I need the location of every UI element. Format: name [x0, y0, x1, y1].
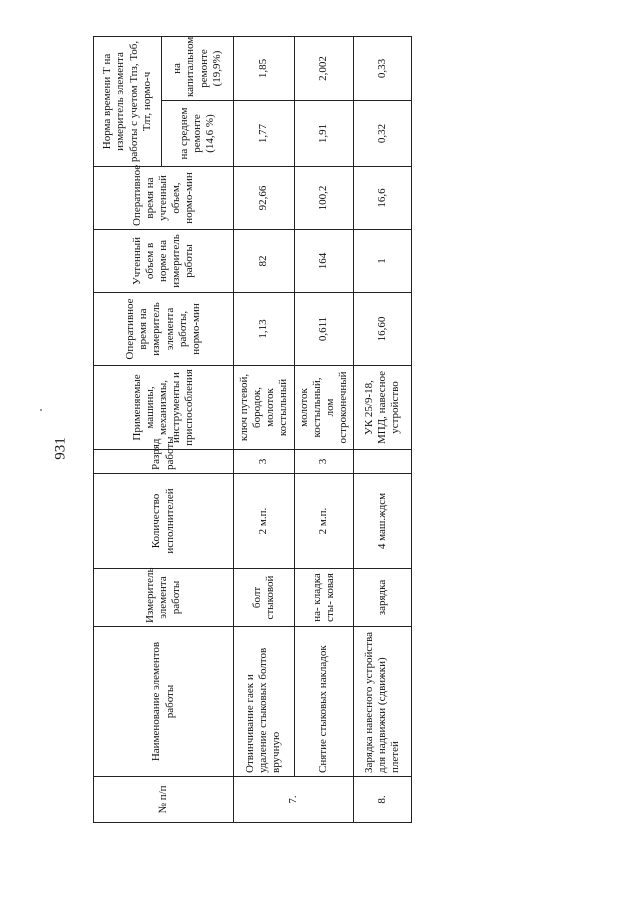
cell-norm-avg: 1,77	[234, 101, 295, 167]
rotated-table-frame	[93, 36, 412, 823]
cell-norm-avg: 0,32	[354, 101, 412, 167]
cell-grade: 3	[294, 450, 354, 474]
cell-norm-avg: 1,91	[294, 101, 354, 167]
col-header-workers: Количество исполнителей	[94, 474, 234, 569]
cell-tools: УК 25/9-18, МПД, навесное устройство	[354, 366, 412, 450]
cell-op-time: 0,611	[294, 293, 354, 366]
cell-workers: 2 м.п.	[234, 474, 295, 569]
cell-op-time: 16,60	[354, 293, 412, 366]
cell-name: Снятие стыковых накладок	[294, 627, 354, 777]
col-header-tools: Применяемые машины, механизмы, инструменты и приспособления	[94, 366, 234, 450]
cell-grade	[354, 450, 412, 474]
col-header-grade: Разряд работы	[94, 450, 234, 474]
cell-tools: молоток костыльный, лом остроконечный	[294, 366, 354, 450]
cell-norm-cap: 2,002	[294, 37, 354, 101]
cell-workers: 4 маш.ждсм	[354, 474, 412, 569]
table-header-row	[94, 37, 162, 823]
cell-tools: ключ путевой, бородок, молоток костыльный	[234, 366, 295, 450]
col-header-norm-group: Норма времени Т на измеритель элемента работы с учетом Тпз, Тоб, Тлт, нормо-ч	[94, 37, 162, 167]
table-row	[354, 37, 412, 823]
cell-norm-cap: 0,33	[354, 37, 412, 101]
cell-grade: 3	[234, 450, 295, 474]
cell-volume: 164	[294, 230, 354, 293]
col-header-volume: Учтенный объем в норме на измеритель работы	[94, 230, 234, 293]
col-header-norm-avg: на среднем ремонте (14,6 %)	[162, 101, 234, 167]
col-header-op-time-volume: Оперативное время на учтенный объем, нормо-мин	[94, 167, 234, 230]
work-norms-table	[93, 36, 412, 823]
table-row	[234, 37, 295, 823]
col-header-name: Наименование элементов работы	[94, 627, 234, 777]
table-row	[294, 37, 354, 823]
cell-num: 8.	[354, 777, 412, 823]
cell-op-time: 1,13	[234, 293, 295, 366]
norms-table-container	[93, 36, 412, 823]
cell-meter: болт стыковой	[234, 569, 295, 627]
scan-speck	[40, 409, 42, 411]
cell-op-time-volume: 16,6	[354, 167, 412, 230]
col-header-num: № п/п	[94, 777, 234, 823]
cell-volume: 82	[234, 230, 295, 293]
cell-workers: 2 м.п.	[294, 474, 354, 569]
col-header-norm-cap: на капитальном ремонте (19,9%)	[162, 37, 234, 101]
cell-norm-cap: 1,85	[234, 37, 295, 101]
cell-meter: на- кладка сты- ковая	[294, 569, 354, 627]
col-header-meter: Измеритель элемента работы	[94, 569, 234, 627]
cell-op-time-volume: 100,2	[294, 167, 354, 230]
cell-meter: зарядка	[354, 569, 412, 627]
cell-name: Зарядка навесного устройства для надвижки (сдвижки) плетей	[354, 627, 412, 777]
cell-name: Отвинчивание гаек и удаление стыковых болтов вручную	[234, 627, 295, 777]
page-number: 931	[52, 437, 69, 460]
cell-volume: 1	[354, 230, 412, 293]
col-header-op-time: Оперативное время на измеритель элемента работы, нормо-мин	[94, 293, 234, 366]
cell-op-time-volume: 92,66	[234, 167, 295, 230]
cell-num: 7.	[234, 777, 354, 823]
